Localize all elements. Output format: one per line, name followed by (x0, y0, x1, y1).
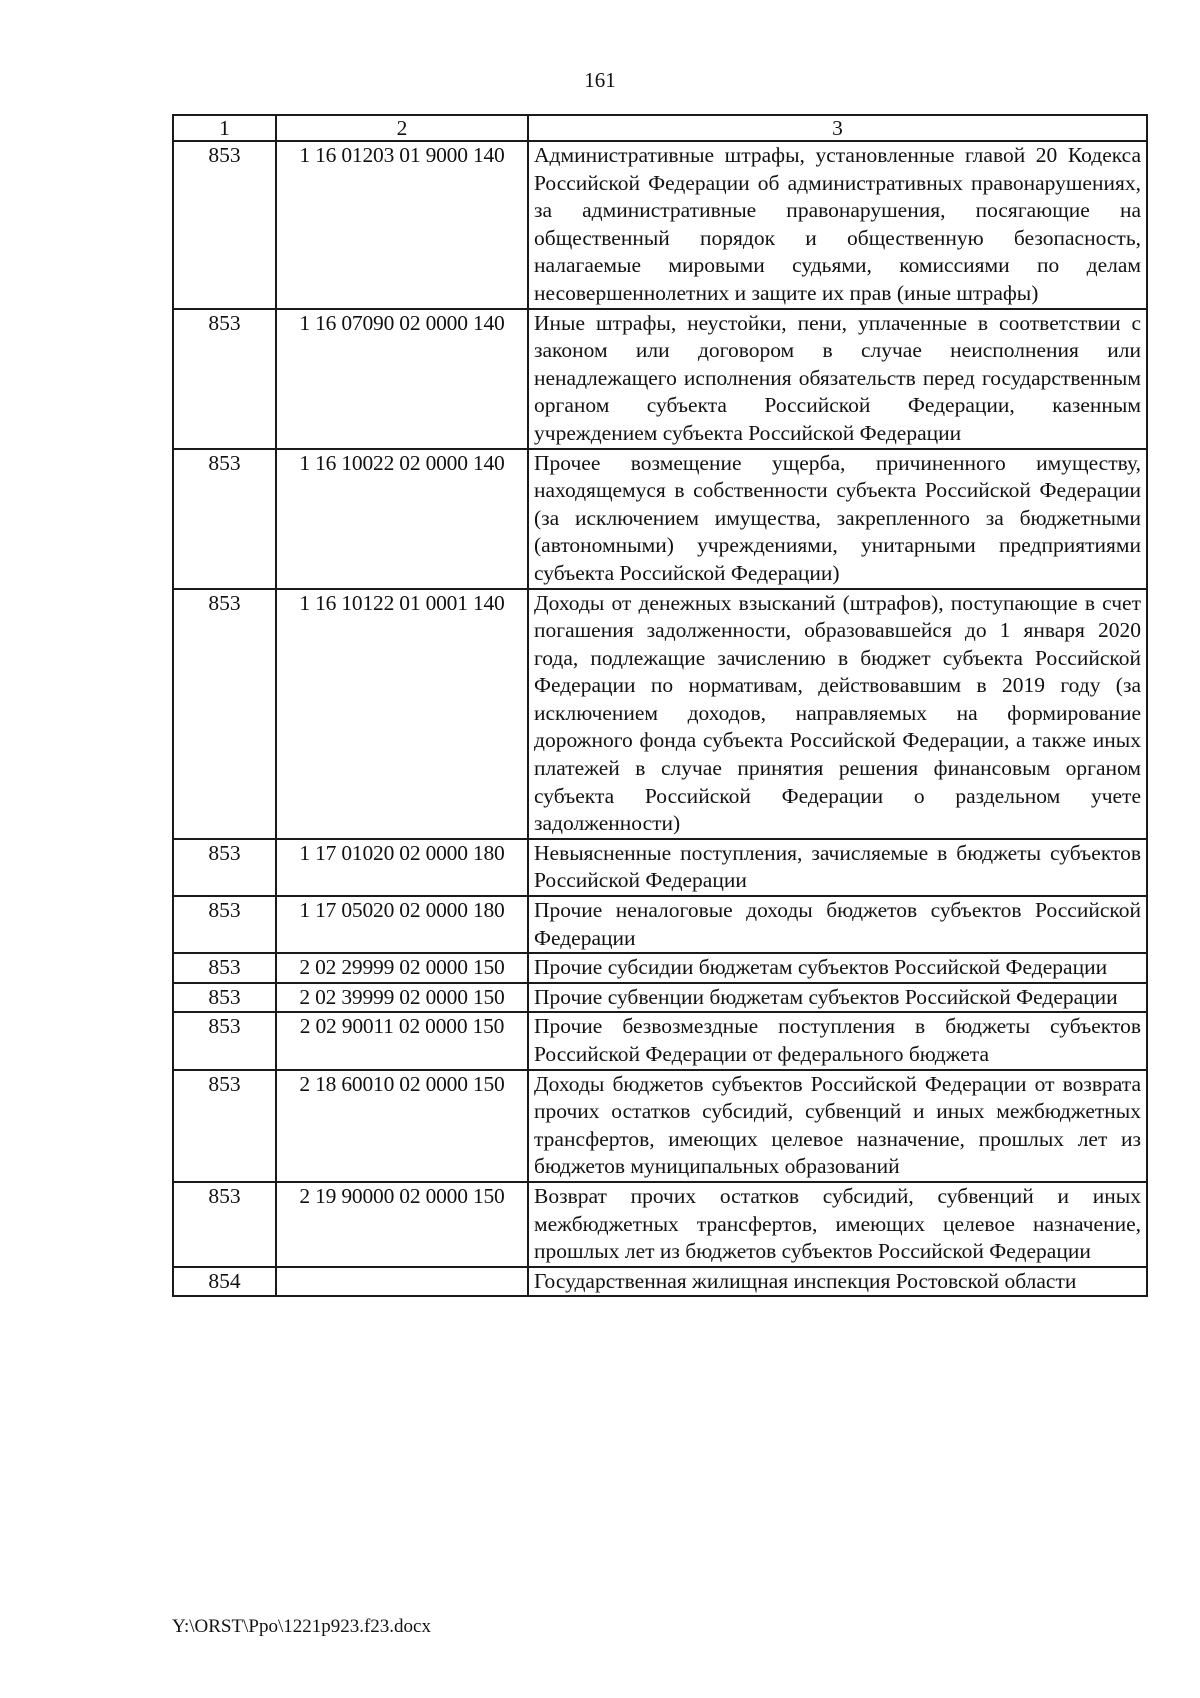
budget-code-cell: 1 16 10022 02 0000 140 (276, 449, 528, 589)
budget-code-cell: 2 19 90000 02 0000 150 (276, 1182, 528, 1267)
table-row (173, 141, 1147, 309)
file-path-footer: Y:\ORST\Ppo\1221p923.f23.docx (172, 1616, 431, 1637)
budget-code-cell: 1 17 01020 02 0000 180 (276, 839, 528, 896)
revenue-name-cell: Доходы бюджетов субъектов Российской Федерации от возврата прочих остатков субсидий, субвенций и иных межбюджетных трансфертов, имеющих целевое назначение, прошлых лет из бюджетов муниципальных образований (528, 1070, 1147, 1182)
revenue-name-cell: Прочие безвозмездные поступления в бюджеты субъектов Российской Федерации от федерального бюджета (528, 1012, 1147, 1069)
admin-code-cell: 853 (173, 983, 276, 1013)
budget-code-cell: 2 18 60010 02 0000 150 (276, 1070, 528, 1182)
column-header-1: 1 (173, 115, 276, 141)
admin-code-cell: 853 (173, 896, 276, 953)
table-row (173, 1182, 1147, 1267)
admin-code-cell: 853 (173, 1070, 276, 1182)
revenue-name-cell: Иные штрафы, неустойки, пени, уплаченные в соответствии с законом или договором в случае неисполнения или ненадлежащего исполнения обязательств перед государственным органом субъекта Российской Федерации, казенным учреждением субъекта Российской Федерации (528, 309, 1147, 449)
column-header-3: 3 (528, 115, 1147, 141)
table-row (173, 1012, 1147, 1069)
admin-code-cell: 854 (173, 1267, 276, 1297)
table-row (173, 896, 1147, 953)
column-header-2: 2 (276, 115, 528, 141)
admin-code-cell: 853 (173, 953, 276, 983)
revenue-name-cell: Административные штрафы, установленные главой 20 Кодекса Российской Федерации об административных правонарушениях, за административные правонарушения, посягающие на общественный порядок и общественную безопасность, налагаемые мировыми судьями, комиссиями по делам несовершеннолетних и защите их прав (иные штрафы) (528, 141, 1147, 309)
revenue-name-cell: Государственная жилищная инспекция Ростовской области (528, 1267, 1147, 1297)
budget-code-cell: 1 16 07090 02 0000 140 (276, 309, 528, 449)
table-row (173, 839, 1147, 896)
budget-code-cell: 2 02 90011 02 0000 150 (276, 1012, 528, 1069)
table-row (173, 589, 1147, 839)
table-header-row (173, 115, 1147, 141)
budget-code-cell: 2 02 29999 02 0000 150 (276, 953, 528, 983)
revenue-name-cell: Возврат прочих остатков субсидий, субвенций и иных межбюджетных трансфертов, имеющих целевое назначение, прошлых лет из бюджетов субъектов Российской Федерации (528, 1182, 1147, 1267)
revenue-name-cell: Прочее возмещение ущерба, причиненного имуществу, находящемуся в собственности субъекта Российской Федерации (за исключением имущества, закрепленного за бюджетными (автономными) учреждениями, унитарными предприятиями субъекта Российской Федерации) (528, 449, 1147, 589)
revenue-name-cell: Прочие неналоговые доходы бюджетов субъектов Российской Федерации (528, 896, 1147, 953)
table-row (173, 309, 1147, 449)
table-row (173, 953, 1147, 983)
budget-code-cell: 1 16 01203 01 9000 140 (276, 141, 528, 309)
table-row (173, 1070, 1147, 1182)
admin-code-cell: 853 (173, 1012, 276, 1069)
table-row (173, 983, 1147, 1013)
page-number: 161 (584, 68, 616, 92)
budget-code-cell: 2 02 39999 02 0000 150 (276, 983, 528, 1013)
revenue-name-cell: Невыясненные поступления, зачисляемые в бюджеты субъектов Российской Федерации (528, 839, 1147, 896)
revenue-name-cell: Прочие субвенции бюджетам субъектов Российской Федерации (528, 983, 1147, 1013)
admin-code-cell: 853 (173, 839, 276, 896)
revenue-codes-table (172, 114, 1148, 1297)
budget-code-cell (276, 1267, 528, 1297)
table-row (173, 449, 1147, 589)
admin-code-cell: 853 (173, 1182, 276, 1267)
admin-code-cell: 853 (173, 309, 276, 449)
revenue-name-cell: Доходы от денежных взысканий (штрафов), поступающие в счет погашения задолженности, образовавшейся до 1 января 2020 года, подлежащие зачислению в бюджет субъекта Российской Федерации по нормативам, действовавшим в 2019 году (за исключением доходов, направляемых на формирование дорожного фонда субъекта Российской Федерации, а также иных платежей в случае принятия решения финансовым органом субъекта Российской Федерации о раздельном учете задолженности) (528, 589, 1147, 839)
revenue-name-cell: Прочие субсидии бюджетам субъектов Российской Федерации (528, 953, 1147, 983)
admin-code-cell: 853 (173, 141, 276, 309)
admin-code-cell: 853 (173, 589, 276, 839)
budget-code-cell: 1 17 05020 02 0000 180 (276, 896, 528, 953)
admin-code-cell: 853 (173, 449, 276, 589)
budget-code-cell: 1 16 10122 01 0001 140 (276, 589, 528, 839)
table-row (173, 1267, 1147, 1297)
